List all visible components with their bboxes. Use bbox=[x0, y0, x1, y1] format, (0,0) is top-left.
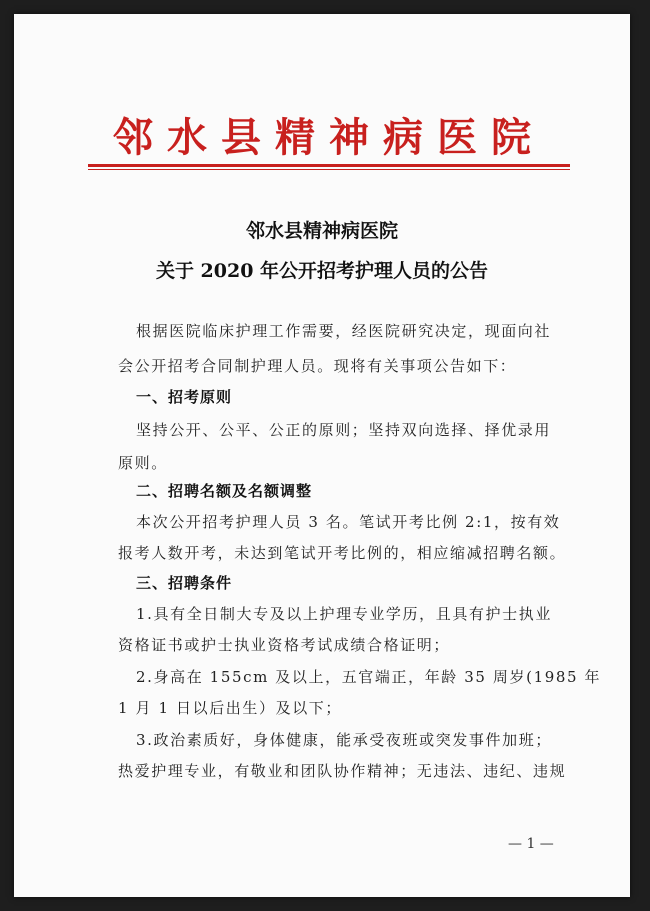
section-2-heading: 二、招聘名额及名额调整 bbox=[136, 482, 313, 500]
masthead-title: 邻水县精神病医院 bbox=[113, 114, 545, 161]
intro-line-2: 会公开招考合同制护理人员。现将有关事项公告如下： bbox=[118, 357, 517, 375]
section-2-line-2: 报考人数开考，未达到笔试开考比例的，相应缩减招聘名额。 bbox=[118, 544, 567, 562]
intro-line-1: 根据医院临床护理工作需要，经医院研究决定，现面向社 bbox=[136, 322, 552, 340]
masthead-rule-thick bbox=[88, 164, 570, 167]
condition-2-line-1: 2.身高在 155cm 及以上，五官端正，年龄 35 周岁(1985 年 bbox=[136, 668, 602, 686]
masthead-rule-thin bbox=[88, 169, 570, 170]
condition-3-line-1: 3.政治素质好，身体健康，能承受夜班或突发事件加班； bbox=[136, 731, 552, 749]
section-1-line-2: 原则。 bbox=[118, 454, 168, 472]
section-1-line-1: 坚持公开、公平、公正的原则；坚持双向选择、择优录用 bbox=[136, 421, 552, 439]
section-2-line-1: 本次公开招考护理人员 3 名。笔试开考比例 2:1，按有效 bbox=[136, 513, 561, 531]
condition-1-line-2: 资格证书或护士执业资格考试成绩合格证明； bbox=[118, 636, 451, 654]
document-title-line2: 关于 2020 年公开招考护理人员的公告 bbox=[155, 260, 489, 282]
condition-3-line-2: 热爱护理专业，有敬业和团队协作精神；无违法、违纪、违规 bbox=[118, 762, 567, 780]
page-number: — 1 — bbox=[508, 836, 554, 852]
section-3-heading: 三、招聘条件 bbox=[136, 574, 233, 592]
document-title-line1: 邻水县精神病医院 bbox=[245, 220, 398, 242]
section-1-heading: 一、招考原则 bbox=[136, 388, 233, 406]
document-page bbox=[14, 14, 630, 897]
condition-2-line-2: 1 月 1 日以后出生）及以下； bbox=[118, 699, 342, 717]
condition-1-line-1: 1.具有全日制大专及以上护理专业学历，且具有护士执业 bbox=[136, 605, 552, 623]
